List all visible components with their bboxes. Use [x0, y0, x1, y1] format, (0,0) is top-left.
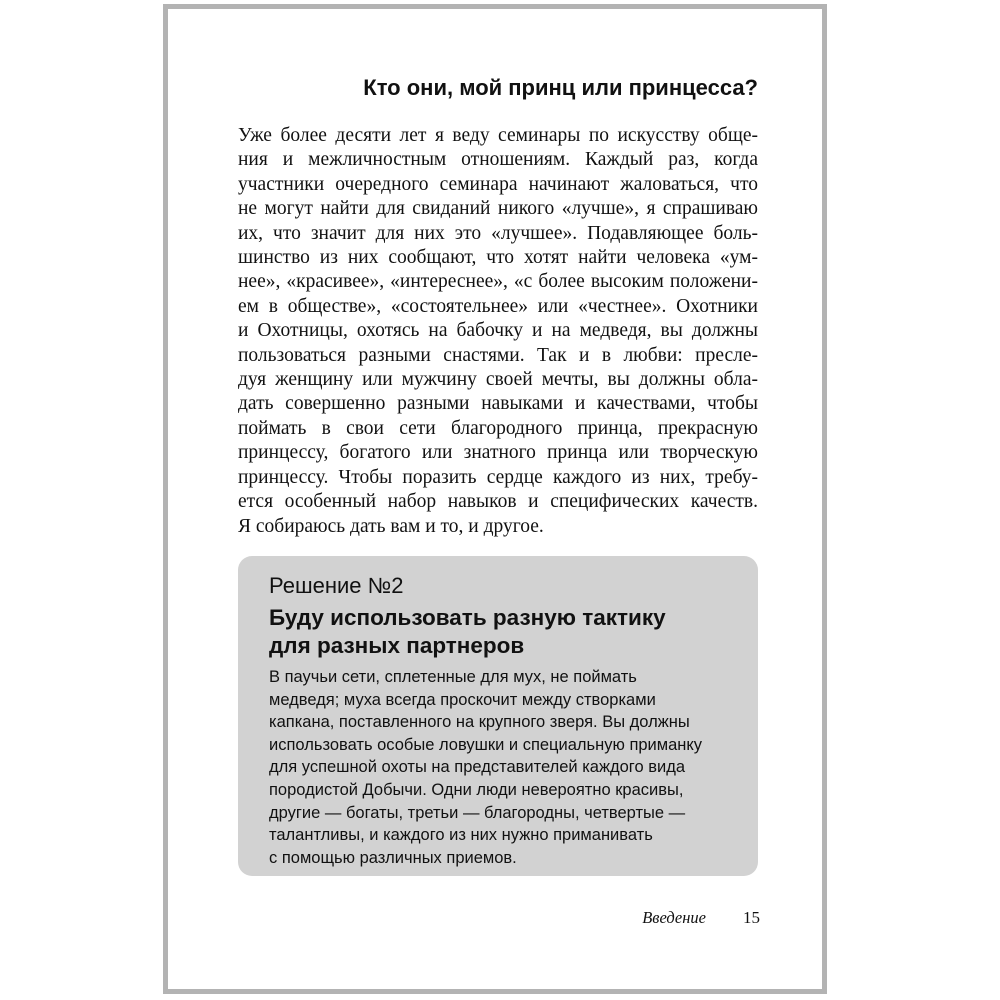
- running-footer-section: Введение: [642, 908, 706, 927]
- body-line: дать совершенно разными навыками и качествами, чтобы: [238, 393, 758, 415]
- body-line: их, что значит для них это «лучшее». Подавляющее боль-: [238, 222, 758, 244]
- body-line: шинство из них сообщают, что хотят найти человека «ум-: [238, 247, 758, 269]
- sidebar-text: [269, 666, 728, 869]
- body-line: нее», «красивее», «интереснее», «с более высоким положени-: [238, 271, 758, 293]
- sidebar-label: Решение №2: [269, 573, 404, 598]
- body-line: ния и межличностным отношениям. Каждый раз, когда: [238, 149, 758, 171]
- body-line: ется особенный набор навыков и специфических качеств.: [238, 491, 758, 513]
- solution-sidebar: [238, 556, 758, 876]
- sidebar-text-line: капкана, поставленного на крупного зверя. Вы должны: [269, 713, 690, 732]
- sidebar-text-line: талантливы, и каждого из них нужно приманивать: [269, 826, 653, 845]
- sidebar-text-line: другие — богаты, третьи — благородны, четвертые —: [269, 803, 686, 822]
- sidebar-text-line: В паучьи сети, сплетенные для мух, не поймать: [269, 668, 637, 686]
- body-line: принцессу. Чтобы поразить сердце каждого из них, требу-: [238, 466, 758, 488]
- body-line: Я собираюсь дать вам и то, и другое.: [238, 515, 544, 537]
- sidebar-text-line: породистой Добычи. Одни люди невероятно красивы,: [269, 780, 684, 799]
- sidebar-text-line: использовать особые ловушки и специальную приманку: [269, 735, 703, 754]
- sidebar-title-line: для разных партнеров: [269, 633, 525, 658]
- body-line: принцессу, богатого или знатного принца или творческую: [238, 442, 758, 464]
- body-line: участники очередного семинара начинают жаловаться, что: [238, 173, 758, 195]
- body-line: Уже более десяти лет я веду семинары по искусству обще-: [238, 125, 758, 146]
- sidebar-text-line: с помощью различных приемов.: [269, 848, 517, 867]
- body-line: пользоваться разными снастями. Так и в любви: пресле-: [238, 344, 758, 366]
- sidebar-title: [269, 604, 728, 660]
- body-paragraph: [238, 124, 758, 539]
- sidebar-title-line: Буду использовать разную тактику: [269, 605, 666, 630]
- body-line: не могут найти для свиданий никого «лучше», я спрашиваю: [238, 198, 758, 220]
- sidebar-text-line: для успешной охоты на представителей каждого вида: [269, 758, 686, 777]
- body-line: поймать в свои сети благородного принца, прекрасную: [238, 417, 758, 439]
- body-line: ем в обществе», «состоятельнее» или «честнее». Охотники: [238, 295, 758, 317]
- page-number: 15: [743, 908, 760, 927]
- section-heading: Кто они, мой принц или принцесса?: [363, 75, 758, 100]
- body-line: дуя женщину или мужчину своей мечты, вы должны обла-: [238, 369, 758, 391]
- sidebar-text-line: медведя; муха всегда проскочит между створками: [269, 690, 656, 709]
- body-line: и Охотницы, охотясь на бабочку и на медведя, вы должны: [238, 320, 758, 342]
